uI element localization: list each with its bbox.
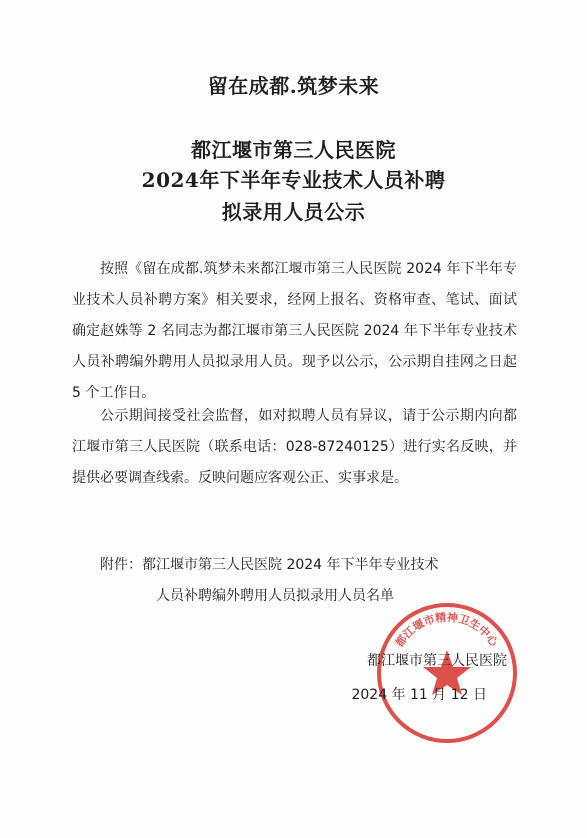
doc-type-title: 拟录用人员公示 — [221, 200, 366, 224]
body-paragraph-2 — [72, 401, 517, 494]
attachment-line-2: 人员补聘编外聘用人员拟录用人员名单 — [156, 588, 394, 604]
subject-title: 2024年下半年专业技术人员补聘 — [141, 168, 446, 192]
paragraph-text: 按照《留在成都.筑梦未来都江堰市第三人民医院 2024 年下半年专业技术人员补聘方案》相关要求，经网上报名、资格审查、笔试、面试确定赵姝等 2 名同志为都江堰市第三人民医院 2024 年下半年专业技术人员补聘编外聘用人员拟录用人员。现予以公示，公示期自挂网之日起 5 个工作日。 — [72, 261, 517, 401]
body-paragraph-1 — [72, 254, 517, 409]
official-seal-icon — [372, 598, 522, 748]
signature-organization: 都江堰市第三人民医院 — [367, 653, 507, 669]
attachment-line-1: 附件：都江堰市第三人民医院 2024 年下半年专业技术 — [100, 557, 439, 573]
slogan-title: 留在成都.筑梦未来 — [207, 74, 380, 98]
hospital-title: 都江堰市第三人民医院 — [191, 138, 396, 162]
paragraph-text: 公示期间接受社会监督，如对拟聘人员有异议，请于公示期内向都江堰市第三人民医院（联系电话：028-87240125）进行实名反映，并提供必要调查线索。反映问题应客观公正、实事求是。 — [72, 408, 517, 486]
signature-date: 2024 年 11 月 12 日 — [351, 687, 487, 703]
seal-text: 都江堰市精神卫生中心 — [392, 610, 501, 650]
